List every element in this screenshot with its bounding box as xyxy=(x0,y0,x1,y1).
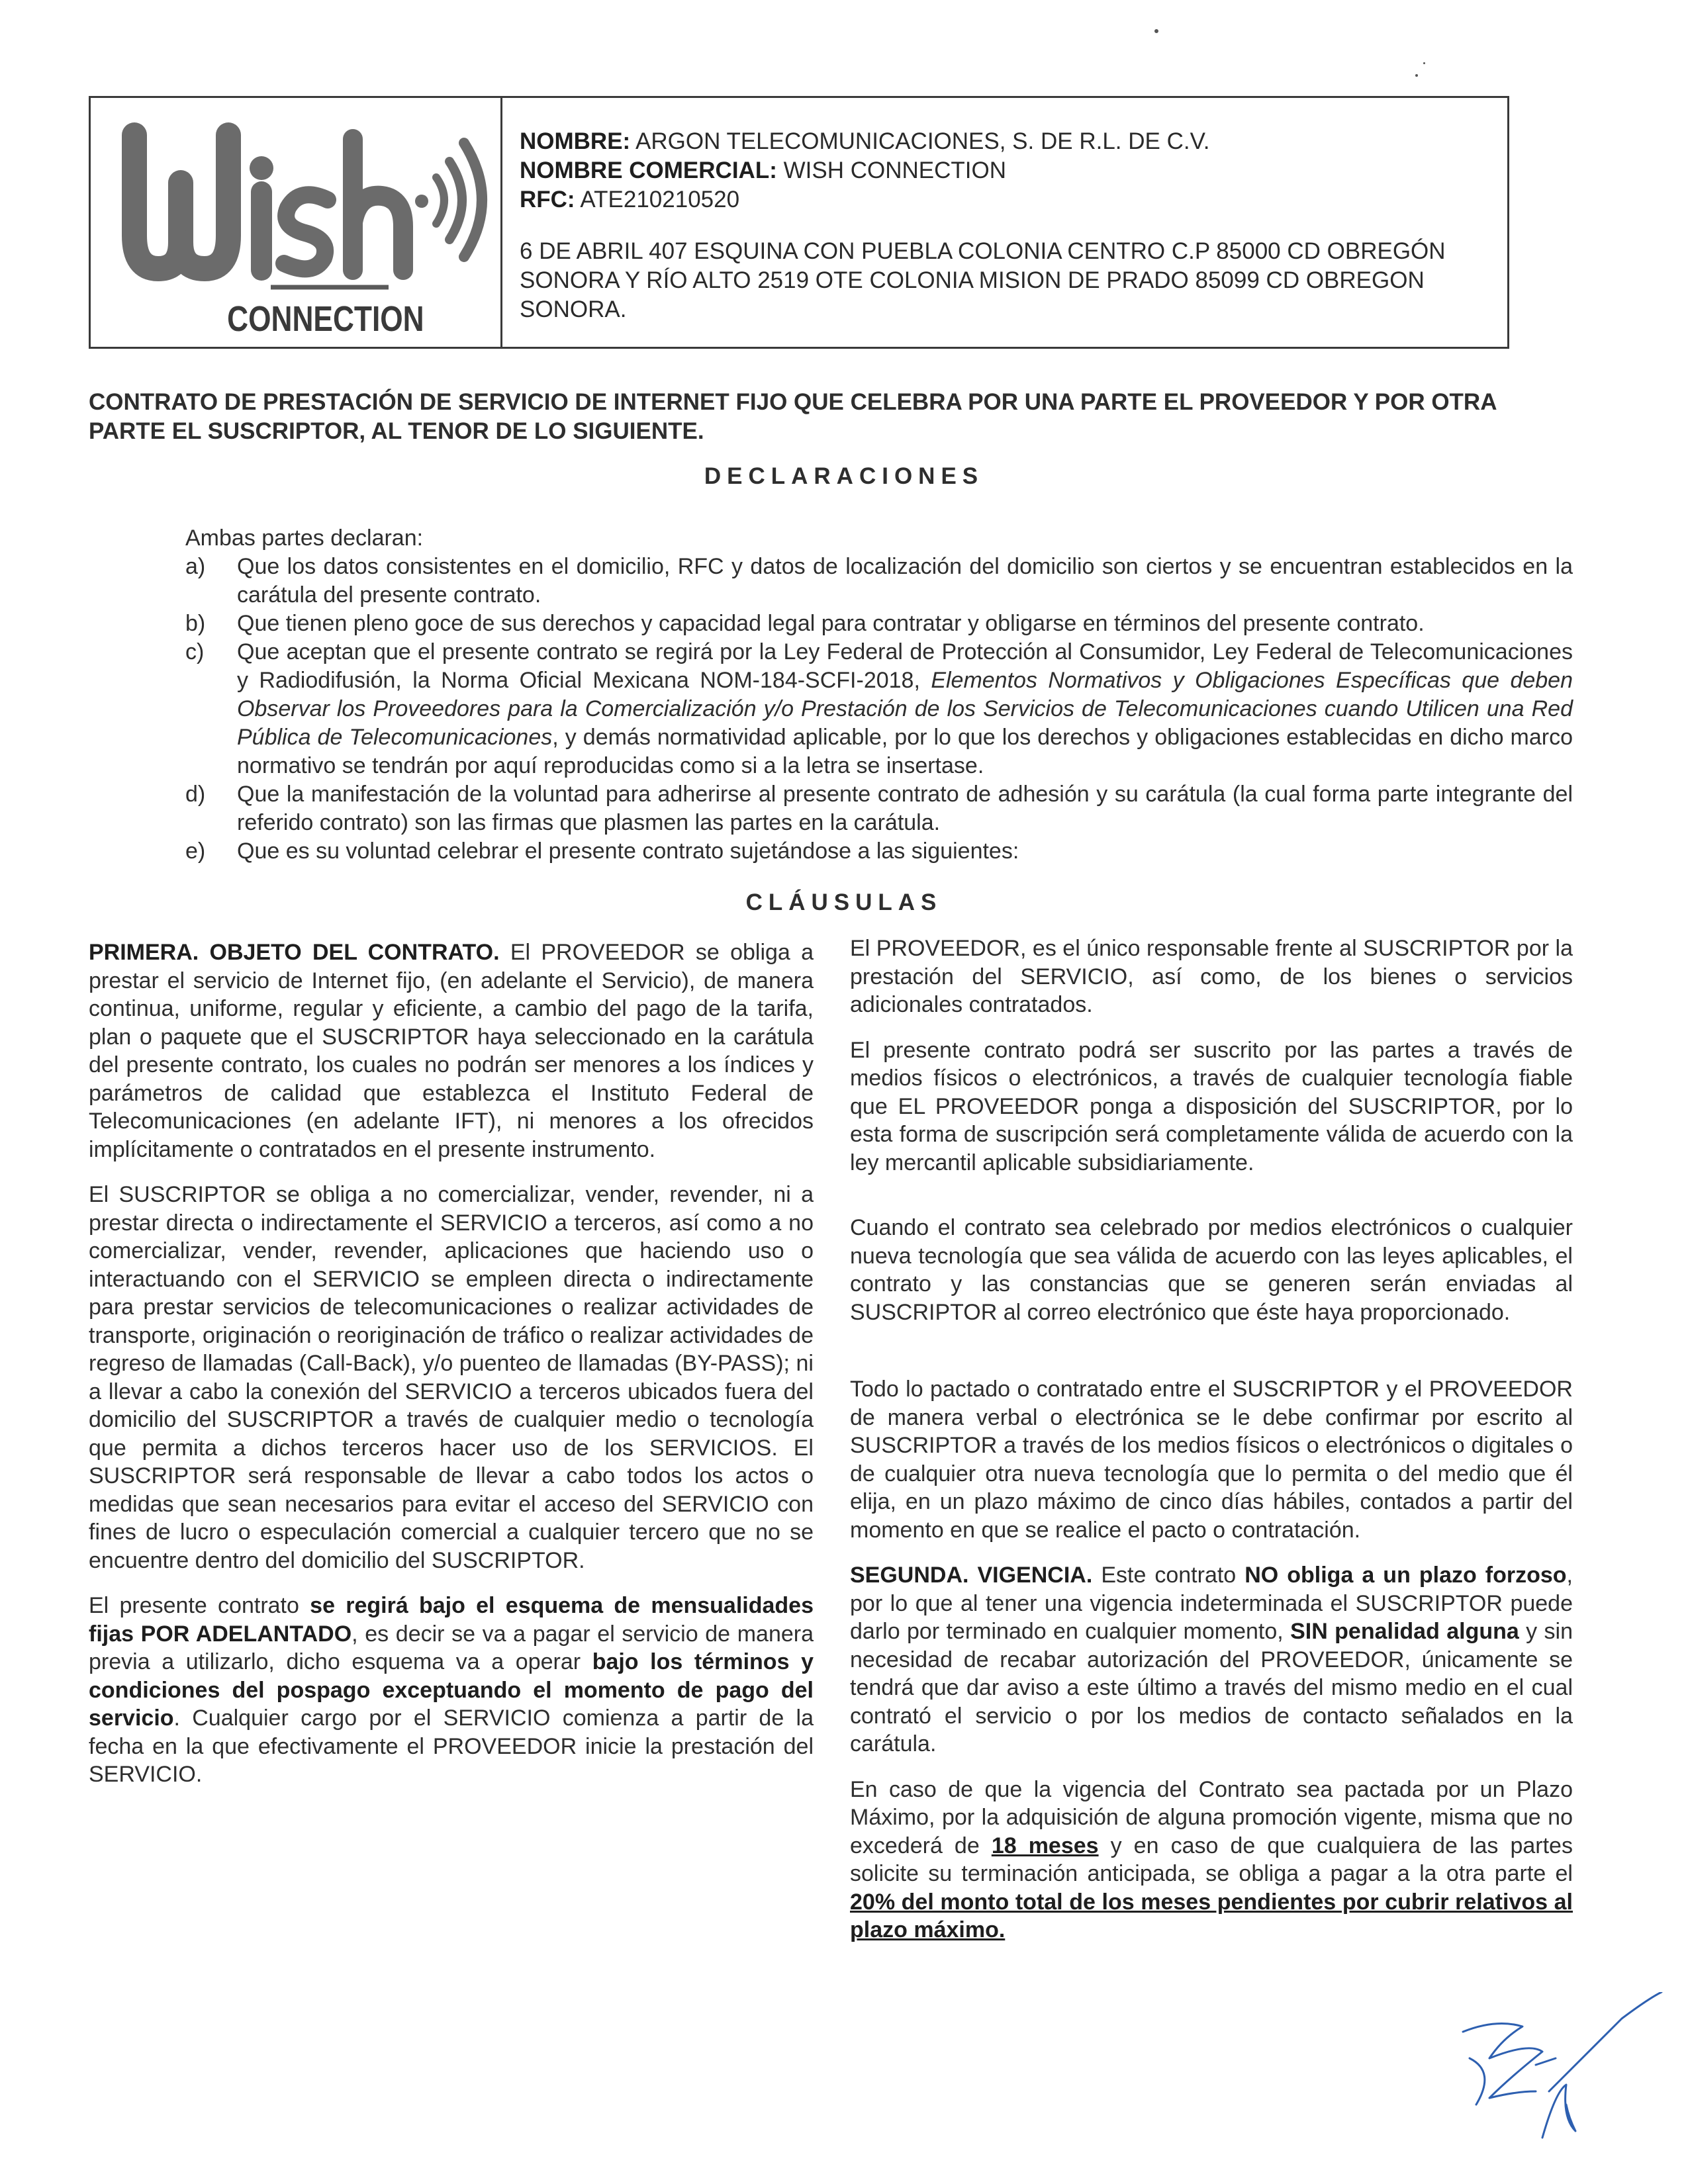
clause-title: PRIMERA. OBJETO DEL CONTRATO. xyxy=(89,940,500,965)
clause-bold-text: SIN penalidad alguna xyxy=(1290,1619,1519,1644)
logo-cell xyxy=(91,98,502,347)
clausulas-heading: CLÁUSULAS xyxy=(745,889,943,915)
declaraciones-intro: Ambas partes declaran: xyxy=(185,525,424,551)
declaracion-item xyxy=(185,553,1573,610)
scan-speck xyxy=(1154,29,1158,33)
clausulas-left-column xyxy=(89,938,814,1806)
provider-info xyxy=(502,98,1507,347)
clause-bold-text: se regirá bajo el esquema de mensualidades fijas POR ADELANTADO xyxy=(89,1593,814,1647)
clause-bold-text: NO obliga a un plazo forzoso xyxy=(1244,1563,1567,1588)
item-text-part: , y demás normatividad aplicable, por lo que los derechos y obligaciones establecidas en dicho marco normativo se tendrán por aquí reproducidas como si a la letra se insertase. xyxy=(237,725,1573,778)
item-letter: b) xyxy=(185,611,206,636)
clause-segunda xyxy=(850,1561,1573,1758)
clause-paragraph: Todo lo pactado o contratado entre el SUSCRIPTOR y el PROVEEDOR de manera verbal o electrónica se le debe confirmar por escrito al SUSCRIPTOR a través de los medios físicos o electrónicos o digitales o de cualquier otra nueva tecnología que lo permita o del medio que él elija, en un plazo máximo de cinco días hábiles, contados a partir del momento en que se realice el pacto o contratación. xyxy=(850,1377,1573,1543)
item-text: Que la manifestación de la voluntad para adherirse al presente contrato de adhesión y su carátula (la cual forma parte integrante del referido contrato) son las firmas que plasmen las partes en la carátula. xyxy=(237,782,1573,835)
provider-address: 6 DE ABRIL 407 ESQUINA CON PUEBLA COLONIA CENTRO C.P 85000 CD OBREGÓN SONORA Y RÍO ALTO 2519 OTE COLONIA MISION DE PRADO 85099 CD OBREGON SONORA. xyxy=(520,238,1446,322)
clause-text: . Cualquier cargo por el SERVICIO comienza a partir de la fecha en la que efectivamente el PROVEEDOR inicie la prestación del SERVICIO. xyxy=(89,1706,814,1787)
clause-paragraph: El presente contrato podrá ser suscrito por las partes a través de medios físicos o electrónicos, a través de cualquier tecnología fiable que EL PROVEEDOR ponga a disposición del SUSCRIPTOR, por lo esta forma de suscripción será completamente válida de acuerdo con la ley mercantil aplicable subsidiariamente. xyxy=(850,1037,1573,1175)
clause-text: En caso de que la vigencia del Contrato sea pactada por un Plazo Máximo, por la adquisición de alguna promoción vigente, misma que no excederá de xyxy=(850,1776,1573,1858)
clause-text: El PROVEEDOR se obliga a prestar el servicio de Internet fijo, (en adelante el Servicio), de manera continua, uniforme, regular y eficiente, a cambio del pago de la tarifa, plan o paquete que el SUSCRIPTOR haya seleccionado en la carátula del presente contrato, los cuales no podrán ser menores a los índices y parámetros de calidad que establezca el Instituto Federal de Telecomunicaciones (en adelante IFT), ni menores a los ofrecidos implícitamente o contratados en el presente instrumento. xyxy=(89,940,814,1162)
clausulas-right-column xyxy=(850,934,1573,1962)
item-text: Que tienen pleno goce de sus derechos y capacidad legal para contratar y obligarse en términos del presente contrato. xyxy=(237,611,1425,636)
clause-text: y en caso de que cualquiera de las partes solicite su terminación anticipada, se obliga a pagar a la otra parte el xyxy=(850,1833,1573,1886)
clause-text: , por lo que al tener una vigencia indeterminada el SUSCRIPTOR puede darlo por terminado en cualquier momento, xyxy=(850,1563,1573,1644)
clause-text: , es decir se va a pagar el servicio de manera previa a utilizarlo, dicho esquema va a operar xyxy=(89,1621,814,1674)
clause-paragraph xyxy=(850,1776,1573,1944)
handwritten-signature xyxy=(1450,1992,1675,2158)
clause-paragraph: Cuando el contrato sea celebrado por medios electrónicos o cualquier nueva tecnología que sea válida de acuerdo con las leyes aplicables, el contrato y las constancias que se generen serán enviadas al SUSCRIPTOR al correo electrónico que éste haya proporcionado. xyxy=(850,1215,1573,1325)
clause-primera xyxy=(89,938,814,1163)
comercial-value: WISH CONNECTION xyxy=(783,158,1006,183)
item-text xyxy=(237,638,1573,780)
item-letter: a) xyxy=(185,554,206,579)
clause-paragraph: El PROVEEDOR, es el único responsable frente al SUSCRIPTOR por la prestación del SERVICIO, así como, de los bienes o servicios adicionales contratados. xyxy=(850,936,1573,1017)
provider-header xyxy=(89,96,1509,349)
scan-speck xyxy=(1415,74,1418,77)
declaracion-item xyxy=(185,638,1573,780)
clause-paragraph xyxy=(89,1592,814,1789)
rfc-line xyxy=(520,185,1507,214)
clause-paragraph: El SUSCRIPTOR se obliga a no comercializar, vender, revender, ni a prestar directa o indirectamente el SERVICIO a terceros, así como a no comercializar, vender, revender, aplicaciones que haciendo uso o interactuando con el SERVICIO se empleen directa o indirectamente para prestar servicios de telecomunicaciones o realizar actividades de transporte, originación o reoriginación de tráfico o realizar actividades de regreso de llamadas (Call-Back), y/o puenteo de llamadas (BY-PASS); ni a llevar a cabo la conexión del SERVICIO a terceros ubicados fuera del domicilio del SUSCRIPTOR a través de cualquier medio o tecnología que permita a dichos terceros hacer uso de los SERVICIOS. El SUSCRIPTOR será responsable de llevar a cabo todos los actos o medidas que sean necesarios para evitar el acceso del SERVICIO con fines de lucro o especulación comercial a cualquier tercero que no se encuentre dentro del domicilio del SUSCRIPTOR. xyxy=(89,1182,814,1573)
declaracion-item xyxy=(185,610,1573,638)
clause-text: El presente contrato xyxy=(89,1593,310,1618)
item-text: Que los datos consistentes en el domicilio, RFC y datos de localización del domicilio son ciertos y se encuentran establecidos en la carátula del presente contrato. xyxy=(237,554,1573,608)
item-letter: e) xyxy=(185,839,206,864)
clause-underlined-bold: 18 meses xyxy=(991,1833,1099,1858)
provider-name-line xyxy=(520,127,1507,156)
item-text: Que es su voluntad celebrar el presente contrato sujetándose a las siguientes: xyxy=(237,839,1019,864)
declaraciones-heading: DECLARACIONES xyxy=(704,463,984,489)
nombre-label: NOMBRE: xyxy=(520,128,631,154)
clause-title: SEGUNDA. VIGENCIA. xyxy=(850,1563,1093,1588)
clause-underlined-bold: 20% del monto total de los meses pendientes por cubrir relativos al plazo máximo. xyxy=(850,1889,1573,1942)
comercial-label: NOMBRE COMERCIAL: xyxy=(520,158,777,183)
nombre-value: ARGON TELECOMUNICACIONES, S. DE R.L. DE C.V. xyxy=(635,128,1210,154)
clause-text: y sin necesidad de recabar autorización del PROVEEDOR, únicamente se tendrá que dar aviso a este último a través del mismo medio en el cual contrató el servicio o por los medios de contacto señalados en la carátula. xyxy=(850,1619,1573,1756)
logo-tagline: CONNECTION xyxy=(227,298,424,340)
clause-text: Este contrato xyxy=(1092,1563,1245,1588)
contract-title: CONTRATO DE PRESTACIÓN DE SERVICIO DE INTERNET FIJO QUE CELEBRA POR UNA PARTE EL PROVEEDOR Y POR OTRA PARTE EL SUSCRIPTOR, AL TENOR DE LO SIGUIENTE. xyxy=(89,389,1497,444)
declaraciones-list xyxy=(185,524,1573,866)
item-text-italic: Elementos Normativos y Obligaciones Específicas que deben Observar los Proveedores para la Comercialización y/o Prestación de los Servicios de Telecomunicaciones cuando Utilicen una Red Pública de Telecomunicaciones xyxy=(237,668,1573,750)
item-text-part: Que aceptan que el presente contrato se regirá por la Ley Federal de Protección al Consumidor, Ley Federal de Telecomunicaciones y Radiodifusión, la Norma Oficial Mexicana NOM-184-SCFI-2018, xyxy=(237,639,1573,693)
scan-speck xyxy=(1423,62,1425,64)
wish-connection-logo xyxy=(117,110,488,341)
item-letter: d) xyxy=(185,782,206,807)
declaracion-item xyxy=(185,780,1573,837)
rfc-label: RFC: xyxy=(520,187,575,212)
rfc-value: ATE210210520 xyxy=(580,187,740,212)
item-letter: c) xyxy=(185,639,205,664)
declaracion-item xyxy=(185,837,1573,866)
commercial-name-line xyxy=(520,156,1507,185)
clause-bold-text: bajo los términos y condiciones del pospago exceptuando el momento de pago del servicio xyxy=(89,1649,814,1731)
